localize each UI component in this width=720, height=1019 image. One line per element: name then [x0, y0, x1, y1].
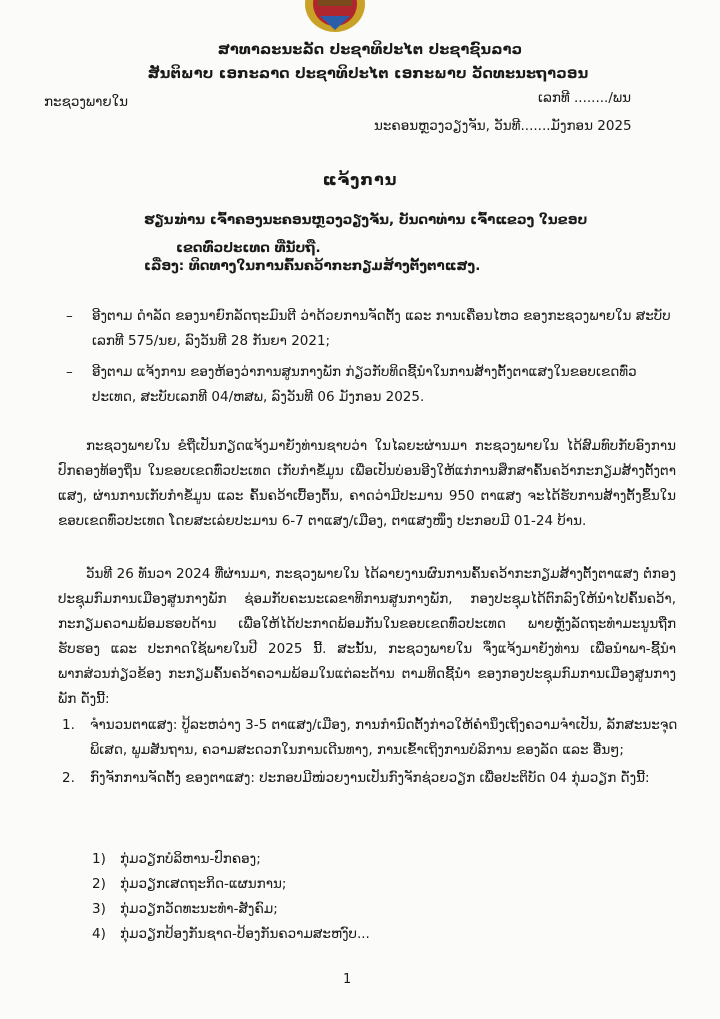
sub-item-number: 2) [92, 876, 106, 892]
subject-label: ເລື່ອງ: [144, 258, 185, 274]
recipient-label: ຮຽນ: [144, 212, 179, 228]
country-header: ສາທາລະນະລັດ ປະຊາທິປະໄຕ ປະຊາຊົນລາວ [217, 42, 523, 58]
item-text: ຈຳນວນຕາແສງ: ປູ້ລະຫວ່າງ 3-5 ຕາແສງ/ເມືອງ, ການກຳນົດຕັ້ງກ່າວໃຫ້ຄຳນຶງເຖິງຄວາມຈຳເປັນ, ລັກສະນະຈຸດພິເສດ, ພູມສັນຖານ, ຄວາມສະດວກໃນການເດີນທາງ, ການເຂົ້າເຖິງການບໍລິການ ຂອງລັດ ແລະ ອື່ນໆ; [90, 717, 678, 758]
sub-item-number: 3) [92, 901, 106, 917]
sub-item-text: ກຸ່ມວຽກປ້ອງກັນຊາດ-ປ້ອງກັນຄວາມສະຫງົບ... [120, 926, 370, 942]
recipient-line-1: ທ່ານ ເຈົ້າຄອງນະຄອນຫຼວງວຽງຈັນ, ບັນດາທ່ານ ເຈົ້າແຂວງ ໃນຂອບ [176, 212, 588, 228]
body-paragraph: ວັນທີ 26 ທັນວາ 2024 ທີ່ຜ່ານມາ, ກະຊວງພາຍໃນ ໄດ້ລາຍງານຜົນການຄົ້ນຄວ້າກະກຽມສ້າງຕັ້ງຕາແສງ ຕໍ່ກອງປະຊຸມກົມການເມືອງສູນກາງພັກ ຊ່ອມກັບຄະນະເລຂາທິການສູນກາງພັກ, ກອງປະຊຸມໄດ້ຕົກລົງໃຫ້ນຳໄປຄົ້ນຄວ້າ, ກະກຽມຄວາມພ້ອມຮອບດ້ານ ເພື່ອໃຫ້ໄດ້ປະກາດພ້ອມກັນໃນຂອບເຂດທົ່ວປະເທດ ພາຍຫຼັງລັດຖະທຳມະນູນຖືກຮັບຮອງ ແລະ ປະກາດໃຊ້ພາຍໃນປີ 2025 ນີ້. ສະນັ້ນ, ກະຊວງພາຍໃນ ຈຶ່ງແຈ້ງມາຍັງທ່ານ ເພື່ອນຳພາ-ຊີ້ນຳພາກສ່ວນກ່ຽວຂ້ອງ ກະກຽມຄົ້ນຄວ້າຄວາມພ້ອມໃນແຕ່ລະດ້ານ ຕາມທິດຊີ້ນຳ ຂອງກອງປະຊຸມກົມການເມືອງສູນກາງພັກ ດັ່ງນີ້: [58, 566, 676, 707]
reference-item: – ອີງຕາມ ດຳລັດ ຂອງນາຍົກລັດຖະມົນຕີ ວ່າດ້ວຍການຈັດຕັ້ງ ແລະ ການເຄື່ອນໄຫວ ຂອງກະຊວງພາຍໃນ ສະບັບເລກທີ 575/ນຍ, ລົງວັນທີ 28 ກັນຍາ 2021; [66, 308, 671, 349]
sub-item-number: 1) [92, 851, 106, 867]
reference-number: ເລກທີ ......../ພນ [538, 90, 632, 106]
reference-item: – ອີງຕາມ ແຈ້ງການ ຂອງຫ້ອງວ່າການສູນກາງພັກ ກ່ຽວກັບທິດຊີ້ນຳໃນການສ້າງຕັ້ງຕາແສງໃນຂອບເຂດທົ່ວປະເທດ, ສະບັບເລກທີ 04/ຫສພ, ລົງວັນທີ 06 ມັງກອນ 2025. [66, 364, 637, 405]
sub-item [92, 922, 370, 947]
ministry-name: ກະຊວງພາຍໃນ [44, 94, 128, 110]
reference-list [66, 304, 678, 416]
recipient-line-2: ເຂດທົ່ວປະເທດ ທີ່ນັບຖື. [176, 240, 321, 256]
place-and-date: ນະຄອນຫຼວງວຽງຈັນ, ວັນທີ.......ມັງກອນ 2025 [374, 118, 632, 134]
numbered-list [62, 713, 678, 794]
item-text: ກົງຈັກການຈັດຕັ້ງ ຂອງຕາແສງ: ປະກອບມີໜ່ວຍງານເປັນກົງຈັກຊ່ວຍວຽກ ເພື່ອປະຕິບັດ 04 ກຸ່ມວຽກ ດັ່ງນີ້: [90, 770, 650, 786]
item-number: 2. [62, 770, 75, 786]
numbered-item [62, 713, 678, 763]
sub-item-text: ກຸ່ມວຽກບໍລິຫານ-ປົກຄອງ; [120, 851, 261, 867]
reference-text: ອີງຕາມ ແຈ້ງການ ຂອງຫ້ອງວ່າການສູນກາງພັກ ກ່ຽວກັບທິດຊີ້ນຳໃນການສ້າງຕັ້ງຕາແສງໃນຂອບເຂດທົ່ວປະເທດ, ສະບັບເລກທີ 04/ຫສພ, ລົງວັນທີ 06 ມັງກອນ 2025. [92, 364, 637, 405]
sub-item-number: 4) [92, 926, 106, 942]
motto-header: ສັນຕິພາບ ເອກະລາດ ປະຊາທິປະໄຕ ເອກະພາບ ວັດທະນະຖາວອນ [147, 66, 589, 82]
body-paragraph: ກະຊວງພາຍໃນ ຂໍຖືເປັນກຽດແຈ້ງມາຍັງທ່ານຊາບວ່າ ໃນໄລຍະຜ່ານມາ ກະຊວງພາຍໃນ ໄດ້ສົມທົບກັບອົງການປົກຄອງທ້ອງຖິ່ນ ໃນຂອບເຂດທົ່ວປະເທດ ເກັບກຳຂໍ້ມູນ ເພື່ອເປັນບ່ອນອີງໃຫ້ແກ່ການສຶກສາຄົ້ນຄວ້າກະກຽມສ້າງຕັ້ງຕາແສງ, ຜ່ານການເກັບກຳຂໍ້ມູນ ແລະ ຄົ້ນຄວ້າເບື້ອງຕົ້ນ, ຄາດວ່າມີປະມານ 950 ຕາແສງ ຈະໄດ້ຮັບການສ້າງຕັ້ງຂຶ້ນໃນຂອບເຂດທົ່ວປະເທດ ໂດຍສະເລ່ຍປະມານ 6-7 ຕາແສງ/ເມືອງ, ຕາແສງໜຶ່ງ ປະກອບມີ 01-24 ບ້ານ. [58, 438, 676, 529]
sub-item-text: ກຸ່ມວຽກເສດຖະກິດ-ແຜນການ; [120, 876, 287, 892]
item-number: 1. [62, 717, 75, 733]
subject-block [144, 258, 480, 274]
page-number: 1 [343, 972, 352, 987]
sub-item [92, 897, 278, 922]
document-title: ແຈ້ງການ [322, 170, 398, 189]
numbered-item [62, 766, 678, 791]
recipient-block [144, 206, 664, 262]
reference-text: ອີງຕາມ ດຳລັດ ຂອງນາຍົກລັດຖະມົນຕີ ວ່າດ້ວຍການຈັດຕັ້ງ ແລະ ການເຄື່ອນໄຫວ ຂອງກະຊວງພາຍໃນ ສະບັບເລກທີ 575/ນຍ, ລົງວັນທີ 28 ກັນຍາ 2021; [92, 308, 671, 349]
national-emblem-icon [300, 0, 370, 34]
subject-text: ທິດທາງໃນການຄົ້ນຄວ້າກະກຽມສ້າງຕັ້ງຕາແສງ. [188, 258, 481, 274]
sub-item-text: ກຸ່ມວຽກວັດທະນະທຳ-ສັງຄົມ; [120, 901, 278, 917]
sub-item [92, 847, 261, 872]
sub-item [92, 872, 286, 897]
